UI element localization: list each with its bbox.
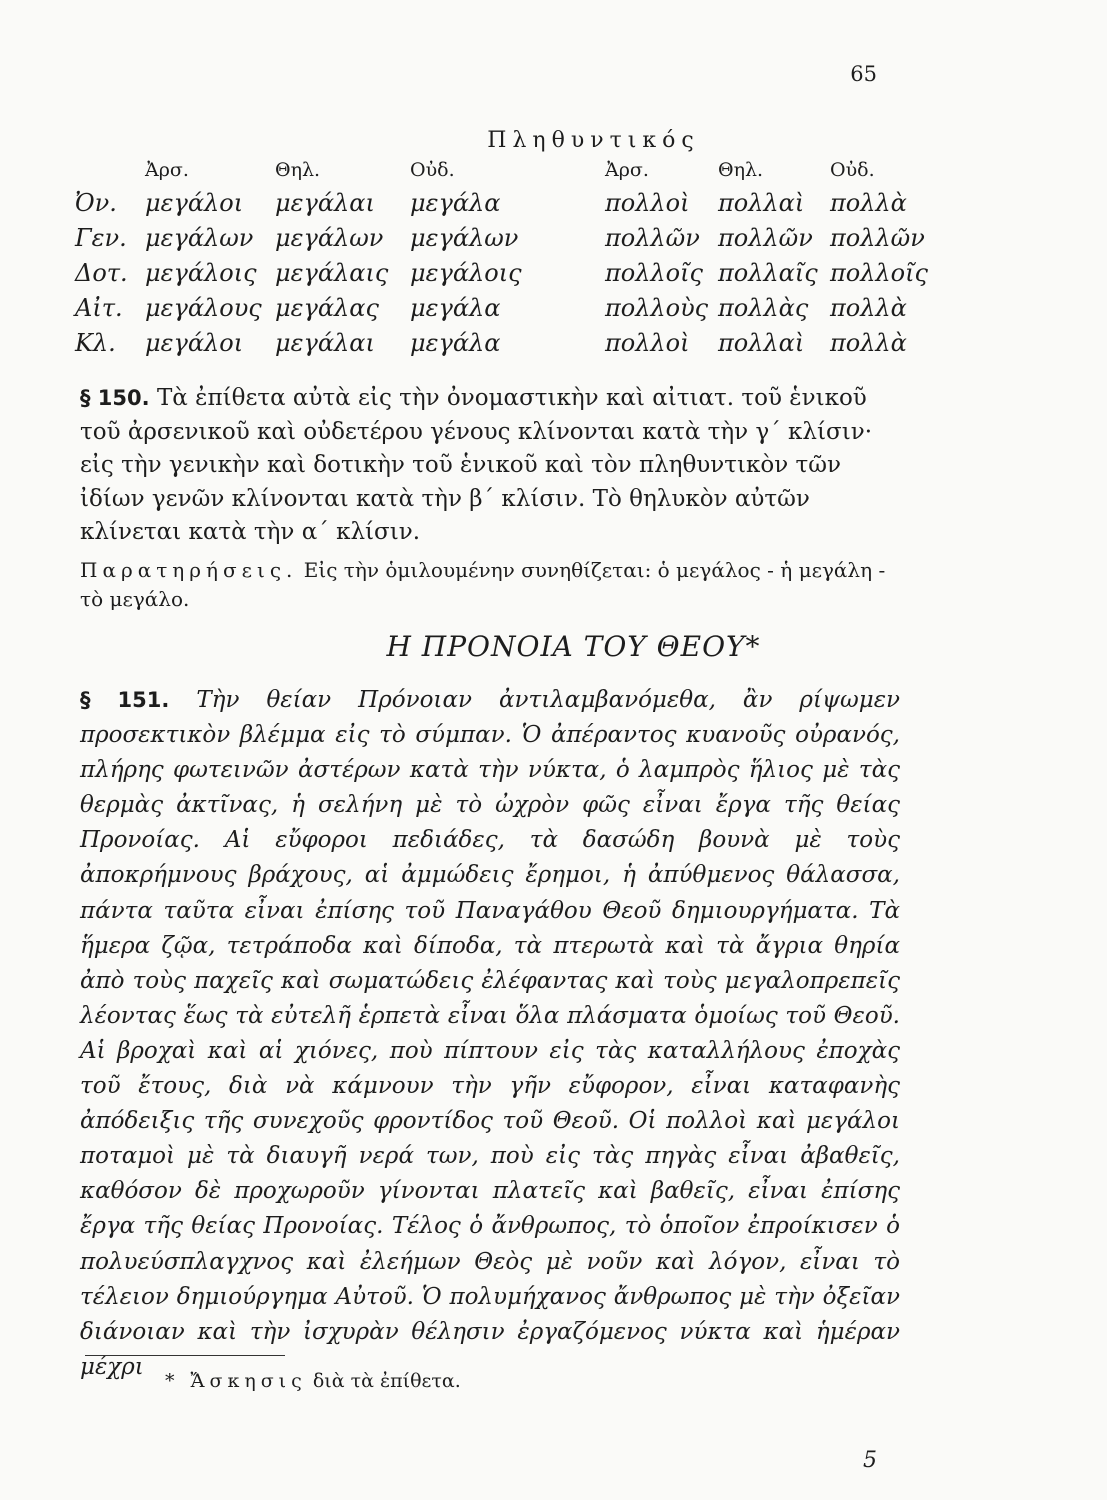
section-number: § 151. [80,688,170,712]
table-cell: μεγάλων [275,223,384,252]
table-cell: μεγάλοι [145,328,244,357]
declension-table [75,155,940,360]
table-cell: μεγάλοις [145,258,257,287]
page-number: 65 [850,62,877,86]
table-header-row [75,155,940,185]
table-cell: πολλοὶ [605,188,690,217]
table-cell: πολλῶν [718,223,813,252]
header-cell: Οὐδ. [830,159,875,181]
table-cell: πολλὰ [830,293,907,322]
case-label: Αἰτ. [75,293,123,322]
table-cell: μεγάλους [145,293,262,322]
table-cell: μεγάλων [145,223,254,252]
table-cell: πολλοὶ [605,328,690,357]
table-cell: πολλοῖς [605,258,703,287]
case-label: Ὀν. [75,188,117,217]
table-cell: πολλὰ [830,188,907,217]
header-cell: Ἀρσ. [145,159,189,181]
footnote-text: διὰ τὰ ἐπίθετα. [312,1370,461,1392]
table-cell: μεγάλων [410,223,519,252]
header-cell: Ἀρσ. [605,159,649,181]
table-cell: μεγάλαι [275,328,375,357]
table-row [75,290,940,325]
table-cell: πολλὰς [718,293,809,322]
header-cell [75,155,145,185]
essay-text: Τὴν θείαν Πρόνοιαν ἀντιλαμβανόμεθα, ἂν ρίψωμεν προσεκτικὸν βλέμμα εἰς τὸ σύμπαν. Ὁ ἀπέραντος κυανοῦς οὐρανός, πλήρης φωτεινῶν ἀστέρων κατὰ τὴν νύκτα, ὁ λαμπρὸς ἥλιος μὲ τὰς θερμὰς ἀκτῖνας, ἡ σελήνη μὲ τὸ ὠχρὸν φῶς εἶναι ἔργα τῆς θείας Προνοίας. Αἱ εὔφοροι πεδιάδες, τὰ δασώδη βουνὰ μὲ τοὺς ἀποκρήμνους βράχους, αἱ ἀμμώδεις ἔρημοι, ἡ ἀπύθμενος θάλασσα, πάντα ταῦτα εἶναι ἐπίσης τοῦ Παναγάθου Θεοῦ δημιουργήματα. Τὰ ἥμερα ζῷα, τετράποδα καὶ δίποδα, τὰ πτερωτὰ καὶ τὰ ἄγρια θηρία ἀπὸ τοὺς παχεῖς καὶ σωματώδεις ἐλέφαντας καὶ τοὺς μεγαλοπρεπεῖς λέοντας ἕως τὰ εὐτελῆ ἑρπετὰ εἶναι ὅλα πλάσματα ὁμοίως τοῦ Θεοῦ. Αἱ βροχαὶ καὶ αἱ χιόνες, ποὺ πίπτουν εἰς τὰς καταλλήλους ἐποχὰς τοῦ ἔτους, διὰ νὰ κάμνουν τὴν γῆν εὔφορον, εἶναι καταφανὴς ἀπόδειξις τῆς συνεχοῦς φροντίδος τοῦ Θεοῦ. Οἱ πολλοὶ καὶ μεγάλοι ποταμοὶ μὲ τὰ διαυγῆ νερά των, ποὺ εἰς τὰς πηγὰς εἶναι ἀβαθεῖς, καθόσον δὲ προχωροῦν γίνονται πλατεῖς καὶ βαθεῖς, εἶναι ἐπίσης ἔργα τῆς θείας Προνοίας. Τέλος ὁ ἄνθρωπος, τὸ ὁποῖον ἐπροίκισεν ὁ πολυεύσπλαγχνος καὶ ἐλεήμων Θεὸς μὲ νοῦν καὶ λόγον, εἶναι τὸ τέλειον δημιούργημα Αὐτοῦ. Ὁ πολυμήχανος ἄνθρωπος μὲ τὴν ὀξεῖαν διάνοιαν καὶ τὴν ἰσχυρὰν θέλησιν ἐργαζόμενος νύκτα καὶ ἡμέραν μέχρι [80,687,901,1380]
footnote-divider [85,1355,285,1356]
paragraph-151 [80,683,900,1385]
table-cell: πολλαὶ [718,328,805,357]
header-cell: Οὐδ. [410,159,455,181]
case-label: Δοτ. [75,258,128,287]
footnote-label: * Ἄσκησις [165,1370,307,1392]
signature-mark: 5 [863,1448,877,1473]
table-cell: πολλαὶ [718,188,805,217]
header-cell: Θηλ. [718,159,764,181]
header-cell: Θηλ. [275,159,321,181]
section-heading: Πληθυντικός [487,128,700,153]
table-cell: μεγάλα [410,328,501,357]
table-row [75,220,940,255]
table-cell: μεγάλα [410,188,501,217]
table-cell: μεγάλας [275,293,379,322]
table-cell: πολλοὺς [605,293,709,322]
table-row [75,185,940,220]
section-number: § 150. [80,386,150,410]
table-cell: μεγάλαι [275,188,375,217]
table-cell: μεγάλαις [275,258,389,287]
table-cell: πολλῶν [605,223,700,252]
table-cell: πολλὰ [830,328,907,357]
essay-title: Η ΠΡΟΝΟΙΑ ΤΟΥ ΘΕΟΥ* [386,630,761,663]
table-row [75,325,940,360]
case-label: Κλ. [75,328,116,357]
table-cell: πολλαῖς [718,258,818,287]
remark-block [80,556,900,614]
paragraph-text: Τὰ ἐπίθετα αὐτὰ εἰς τὴν ὀνομαστικὴν καὶ αἰτιατ. τοῦ ἑνικοῦ τοῦ ἀρσενικοῦ καὶ οὐδετέρου γένους κλίνονται κατὰ τὴν γ΄ κλίσιν· εἰς τὴν γενικὴν καὶ δοτικὴν τοῦ ἑνικοῦ καὶ τὸν πληθυντικὸν τῶν ἰδίων γενῶν κλίνονται κατὰ τὴν β΄ κλίσιν. Τὸ θηλυκὸν αὐτῶν κλίνεται κατὰ τὴν α΄ κλίσιν. [80,385,873,545]
remark-label: Παρατηρήσεις. [80,558,298,582]
case-label: Γεν. [75,223,127,252]
footnote [165,1370,461,1392]
table-cell: πολλῶν [830,223,925,252]
table-cell: μεγάλοις [410,258,522,287]
table-cell: μεγάλα [410,293,501,322]
table-cell: μεγάλοι [145,188,244,217]
table-cell: πολλοῖς [830,258,928,287]
remark-text: Εἰς τὴν ὁμιλουμένην συνηθίζεται: ὁ μεγάλος - ἡ μεγάλη - τὸ μεγάλο. [80,558,886,611]
table-row [75,255,940,290]
paragraph-150 [80,382,900,550]
